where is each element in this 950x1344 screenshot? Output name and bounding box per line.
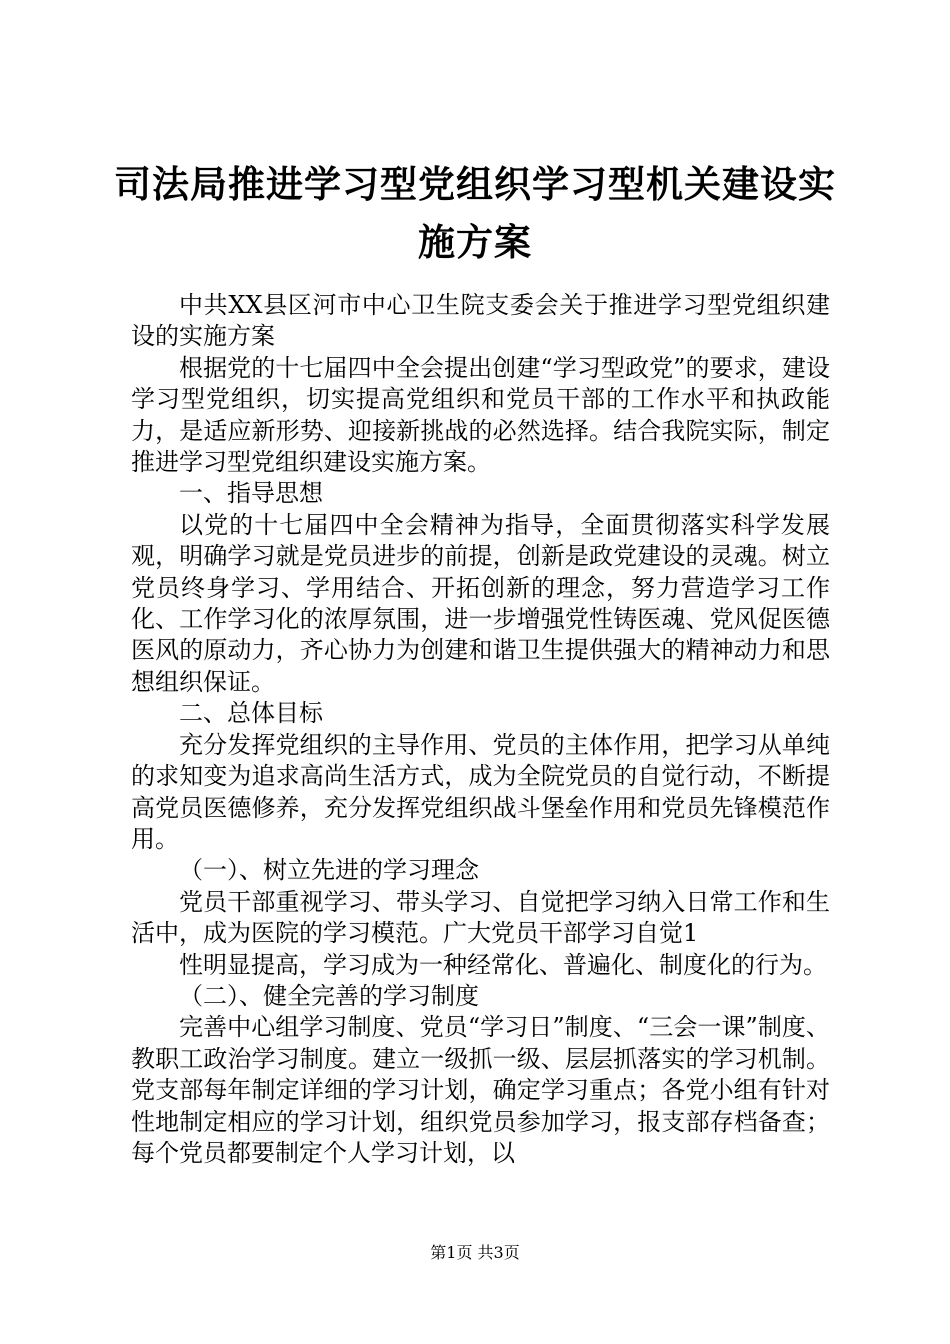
section-heading: （一）、树立先进的学习理念 [179,856,479,885]
body-paragraph: 根据党的十七届四中全会提出创建“学习型政党”的要求，建设学习型党组织，切实提高党组织和党员干部的工作水平和执政能力，是适应新形势、迎接新挑战的必然选择。结合我院实际，制定推进学习型党组织建设实施方案。 [131,353,830,477]
body-paragraph: 以党的十七届四中全会精神为指导，全面贯彻落实科学发展观，明确学习就是党员进步的前提，创新是政党建设的灵魂。树立党员终身学习、学用结合、开拓创新的理念，努力营造学习工作化、工作学习化的浓厚氛围，进一步增强党性铸医魂、党风促医德医风的原动力，齐心协力为创建和谐卫生提供强大的精神动力和思想组织保证。 [131,510,830,696]
body-paragraph: 性明显提高，学习成为一种经常化、普遍化、制度化的行为。 [179,950,827,979]
body-paragraph: 中共XX县区河市中心卫生院支委会关于推进学习型党组织建设的实施方案 [131,291,830,351]
section-heading: 二、总体目标 [179,699,323,728]
body-paragraph: 充分发挥党组织的主导作用、党员的主体作用，把学习从单纯的求知变为追求高尚生活方式，成为全院党员的自觉行动，不断提高党员医德修养，充分发挥党组织战斗堡垒作用和党员先锋模范作用。 [131,730,830,853]
section-heading: 一、指导思想 [179,479,323,508]
document-title: 司法局推进学习型党组织学习型机关建设实施方案 [114,163,836,264]
document-body [131,290,830,1169]
section-heading: （二）、健全完善的学习制度 [179,981,479,1010]
body-paragraph: 完善中心组学习制度、党员“学习日”制度、“三会一课”制度、教职工政治学习制度。建立一级抓一级、层层抓落实的学习机制。党支部每年制定详细的学习计划，确定学习重点；各党小组有针对性地制定相应的学习计划，组织党员参加学习，报支部存档备查；每个党员都要制定个人学习计划，以 [131,1013,830,1167]
page-footer: 第1页 共3页 [430,1243,520,1262]
body-paragraph: 党员干部重视学习、带头学习、自觉把学习纳入日常工作和生活中，成为医院的学习模范。广大党员干部学习自觉1 [131,887,830,948]
